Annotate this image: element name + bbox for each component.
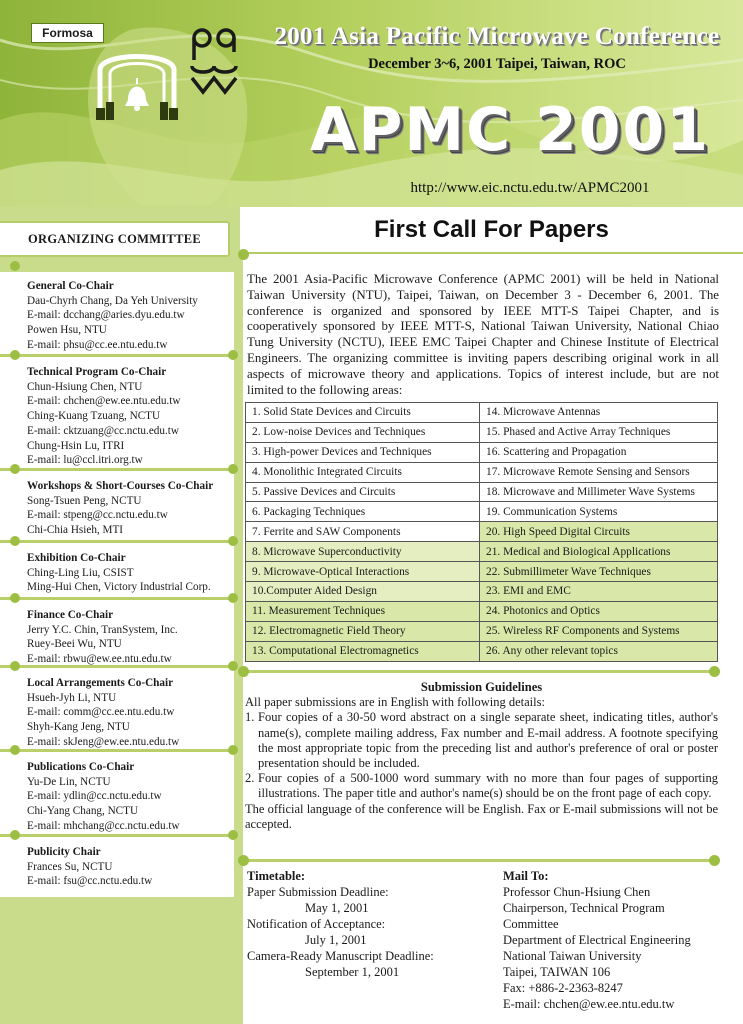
topic-row	[246, 502, 718, 522]
guidelines-title: Submission Guidelines	[420, 680, 543, 694]
committee-section-local-arrangements	[0, 669, 234, 756]
committee-line: Ching-Kuang Tzuang, NCTU	[27, 410, 161, 423]
deadline-date: July 1, 2001	[305, 933, 367, 947]
topic-cell: 6. Packaging Techniques	[246, 502, 480, 522]
section-heading: General Co-Chair	[27, 280, 114, 292]
committee-line: Hsueh-Jyh Li, NTU	[27, 691, 117, 704]
bullet-dot-icon	[238, 855, 249, 866]
timetable-heading: Timetable:	[247, 869, 306, 883]
committee-section-workshops	[0, 472, 234, 544]
committee-line: Chi-Chia Hsieh, MTI	[27, 524, 124, 537]
topics-table	[245, 402, 718, 662]
guidelines-lead: All paper submissions are in English with following details:	[245, 695, 545, 710]
topic-cell: 7. Ferrite and SAW Components	[246, 522, 480, 542]
deadline-label: Camera-Ready Manuscript Deadline:	[247, 949, 434, 963]
topic-cell: 9. Microwave-Optical Interactions	[246, 562, 480, 582]
committee-email[interactable]: E-mail: phsu@cc.ee.ntu.edu.tw	[27, 338, 168, 351]
committee-email[interactable]: E-mail: ydlin@cc.nctu.edu.tw	[27, 790, 162, 803]
topic-cell: 26. Any other relevant topics	[480, 641, 718, 661]
intro-paragraph: The 2001 Asia-Pacific Microwave Conference (APMC 2001) will be held in National Taiwan University (NTU), Taipei, Taiwan, on December 3 - December 6, 2001. The conference is organized and sponsored by IEEE MTT-S Taipei Chapter, and is cooperatively sponsored by IEEE MTT-S, National Taiwan University, National Chiao Tung University (NCTU), IEEE EMC Taipei Chapter and Chinese Institute of Electrical Engineers. The organizing committee is inviting papers describing original work in all aspects of microwave theory and applications. Topics of interest include, but are not limited to the following areas:	[247, 272, 719, 397]
bullet-dot-icon	[10, 661, 20, 671]
topic-cell: 22. Submillimeter Wave Techniques	[480, 562, 718, 582]
topic-cell: 20. High Speed Digital Circuits	[480, 522, 718, 542]
address-line: National Taiwan University	[503, 949, 642, 963]
contact-email[interactable]: E-mail: chchen@ew.ee.ntu.edu.tw	[503, 997, 675, 1011]
topic-cell: 1. Solid State Devices and Circuits	[246, 403, 480, 423]
bullet-dot-icon	[10, 350, 20, 360]
bullet-dot-icon	[228, 745, 238, 755]
bullet-dot-icon	[10, 464, 20, 474]
section-divider	[0, 540, 234, 543]
section-divider	[0, 834, 234, 837]
conference-name: 2001 Asia Pacific Microwave Conference	[274, 23, 720, 50]
committee-email[interactable]: E-mail: stpeng@cc.nctu.edu.tw	[27, 509, 168, 522]
topic-cell: 24. Photonics and Optics	[480, 601, 718, 621]
topic-row	[246, 641, 718, 661]
committee-line: Jerry Y.C. Chin, TranSystem, Inc.	[27, 623, 178, 636]
bullet-dot-icon	[10, 261, 20, 271]
topic-cell: 23. EMI and EMC	[480, 582, 718, 602]
topic-cell: 18. Microwave and Millimeter Wave Systems	[480, 482, 718, 502]
committee-email[interactable]: E-mail: dcchang@aries.dyu.edu.tw	[27, 309, 185, 322]
formosa-label: Formosa	[31, 23, 104, 43]
bullet-dot-icon	[228, 593, 238, 603]
committee-line: Song-Tsuen Peng, NCTU	[27, 494, 142, 507]
topic-row	[246, 582, 718, 602]
committee-email[interactable]: E-mail: fsu@cc.nctu.edu.tw	[27, 875, 153, 888]
address-line: Chairperson, Technical Program	[503, 901, 665, 915]
bullet-dot-icon	[10, 593, 20, 603]
topic-cell: 3. High-power Devices and Techniques	[246, 442, 480, 462]
topic-cell: 10.Computer Aided Design	[246, 582, 480, 602]
sidebar-title: ORGANIZING COMMITTEE	[0, 221, 230, 257]
topic-cell: 11. Measurement Techniques	[246, 601, 480, 621]
section-divider	[0, 597, 234, 600]
section-divider	[243, 670, 715, 673]
committee-email[interactable]: E-mail: rbwu@ew.ee.ntu.edu.tw	[27, 653, 172, 666]
guideline-text: Four copies of a 30-50 word abstract on a single separate sheet, indicating titles, author's name(s), complete mailing address, Fax number and E-mail address. A footnote specifying the most appropriate topic from the preceding list and author's preference of oral or poster presentation should be included.	[258, 710, 718, 771]
committee-email[interactable]: E-mail: chchen@ew.ee.ntu.edu.tw	[27, 395, 181, 408]
committee-email[interactable]: E-mail: mhchang@cc.nctu.edu.tw	[27, 819, 180, 832]
section-heading: Publicity Chair	[27, 846, 101, 858]
committee-line: Ming-Hui Chen, Victory Industrial Corp.	[27, 581, 211, 594]
committee-line: Chung-Hsin Lu, ITRI	[27, 439, 125, 452]
topic-cell: 15. Phased and Active Array Techniques	[480, 422, 718, 442]
timetable	[247, 868, 492, 980]
section-heading: Technical Program Co-Chair	[27, 366, 167, 378]
guidelines-closing: The official language of the conference will be English. Fax or E-mail submissions will not be accepted.	[245, 801, 718, 831]
bullet-dot-icon	[238, 666, 249, 677]
topic-cell: 14. Microwave Antennas	[480, 403, 718, 423]
address-line: Taipei, TAIWAN 106	[503, 965, 611, 979]
topic-row	[246, 462, 718, 482]
bullet-dot-icon	[709, 855, 720, 866]
topic-cell: 2. Low-noise Devices and Techniques	[246, 422, 480, 442]
conference-acronym: APMC 2001	[309, 95, 711, 165]
committee-section-publicity	[0, 838, 234, 897]
committee-line: Powen Hsu, NTU	[27, 324, 107, 337]
header-banner	[0, 0, 743, 207]
committee-section-general	[0, 272, 234, 359]
deadline-date: September 1, 2001	[305, 965, 400, 979]
bell-gate-icon	[92, 42, 182, 122]
topic-cell: 5. Passive Devices and Circuits	[246, 482, 480, 502]
topic-cell: 13. Computational Electromagnetics	[246, 641, 480, 661]
committee-line: Shyh-Kang Jeng, NTU	[27, 721, 130, 734]
section-heading: Finance Co-Chair	[27, 609, 114, 621]
section-heading: Local Arrangements Co-Chair	[27, 677, 174, 689]
committee-line: Chi-Yang Chang, NCTU	[27, 805, 139, 818]
bullet-dot-icon	[238, 249, 249, 260]
bullet-dot-icon	[10, 830, 20, 840]
committee-line: Chun-Hsiung Chen, NTU	[27, 380, 143, 393]
guideline-item	[245, 771, 718, 801]
section-heading: Workshops & Short-Courses Co-Chair	[27, 480, 214, 492]
committee-section-publications	[0, 753, 234, 840]
section-divider	[0, 468, 234, 471]
conference-url-link[interactable]: http://www.eic.nctu.edu.tw/APMC2001	[410, 180, 650, 196]
guideline-item	[245, 710, 718, 771]
address-line: Professor Chun-Hsiung Chen	[503, 885, 651, 899]
committee-email[interactable]: E-mail: comm@cc.ee.ntu.edu.tw	[27, 706, 175, 719]
topic-row	[246, 542, 718, 562]
committee-line: Yu-De Lin, NCTU	[27, 775, 111, 788]
apmw-logo	[186, 26, 244, 98]
guideline-text: Four copies of a 500-1000 word summary with no more than four pages of supporting illustrations. The paper title and author's name(s) should be on the front page of each copy.	[258, 771, 718, 801]
deadline-date: May 1, 2001	[305, 901, 369, 915]
bullet-dot-icon	[228, 464, 238, 474]
topic-cell: 4. Monolithic Integrated Circuits	[246, 462, 480, 482]
topic-cell: 17. Microwave Remote Sensing and Sensors	[480, 462, 718, 482]
committee-section-exhibition	[0, 544, 234, 601]
committee-section-technical-program	[0, 358, 234, 474]
bullet-dot-icon	[228, 830, 238, 840]
bullet-dot-icon	[10, 745, 20, 755]
topic-row	[246, 403, 718, 423]
section-divider	[0, 749, 234, 752]
conference-dates-location: December 3~6, 2001 Taipei, Taiwan, ROC	[368, 56, 626, 72]
topic-cell: 12. Electromagnetic Field Theory	[246, 621, 480, 641]
section-divider	[0, 354, 234, 357]
topic-row	[246, 522, 718, 542]
section-divider	[0, 665, 234, 668]
mailto-heading: Mail To:	[503, 869, 549, 883]
bullet-dot-icon	[709, 666, 720, 677]
committee-email[interactable]: E-mail: lu@ccl.itri.org.tw	[27, 454, 143, 467]
bullet-dot-icon	[228, 661, 238, 671]
topic-cell: 8. Microwave Superconductivity	[246, 542, 480, 562]
topic-cell: 19. Communication Systems	[480, 502, 718, 522]
submission-guidelines	[245, 680, 718, 832]
topic-row	[246, 562, 718, 582]
topic-row	[246, 442, 718, 462]
topic-row	[246, 621, 718, 641]
bullet-dot-icon	[228, 350, 238, 360]
fax-number: Fax: +886-2-2363-8247	[503, 981, 623, 995]
topic-row	[246, 422, 718, 442]
deadline-label: Notification of Acceptance:	[247, 917, 386, 931]
guideline-number: 1.	[245, 710, 255, 725]
topic-cell: 25. Wireless RF Components and Systems	[480, 621, 718, 641]
page-title: First Call For Papers	[240, 207, 743, 254]
bullet-dot-icon	[10, 536, 20, 546]
topic-row	[246, 482, 718, 502]
topic-cell: 16. Scattering and Propagation	[480, 442, 718, 462]
committee-email[interactable]: E-mail: skJeng@ew.ee.ntu.edu.tw	[27, 735, 180, 748]
section-divider	[243, 859, 715, 862]
section-heading: Exhibition Co-Chair	[27, 552, 126, 564]
deadline-label: Paper Submission Deadline:	[247, 885, 389, 899]
committee-line: Ruey-Beei Wu, NTU	[27, 638, 122, 651]
committee-section-finance	[0, 601, 234, 673]
address-line: Committee	[503, 917, 559, 931]
topic-cell: 21. Medical and Biological Applications	[480, 542, 718, 562]
committee-line: Dau-Chyrh Chang, Da Yeh University	[27, 294, 198, 307]
bullet-dot-icon	[228, 536, 238, 546]
mail-to-address	[503, 868, 733, 1012]
committee-line: Ching-Ling Liu, CSIST	[27, 566, 134, 579]
address-line: Department of Electrical Engineering	[503, 933, 691, 947]
committee-email[interactable]: E-mail: cktzuang@cc.nctu.edu.tw	[27, 424, 179, 437]
committee-line: Frances Su, NCTU	[27, 860, 113, 873]
section-heading: Publications Co-Chair	[27, 761, 135, 773]
topic-row	[246, 601, 718, 621]
column-divider	[237, 207, 243, 1024]
guideline-number: 2.	[245, 771, 255, 786]
